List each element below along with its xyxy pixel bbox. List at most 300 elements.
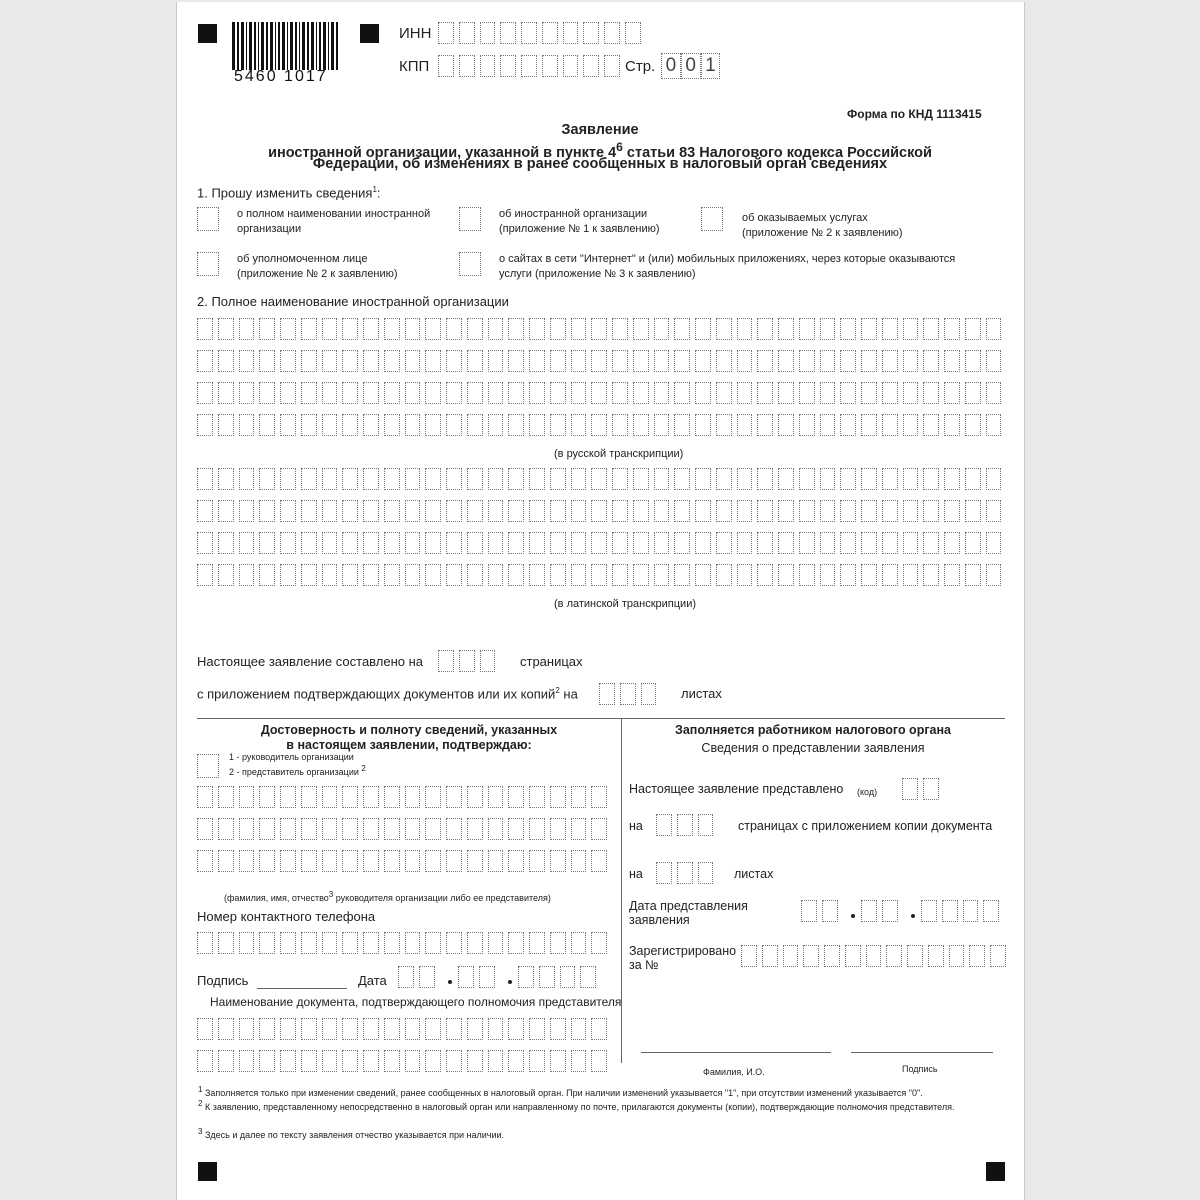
entry-cell[interactable] <box>944 318 960 340</box>
entry-cell[interactable] <box>301 786 317 808</box>
entry-cell[interactable] <box>923 532 939 554</box>
entry-cell[interactable] <box>861 900 877 922</box>
entry-cell[interactable] <box>803 945 819 967</box>
entry-cell[interactable] <box>923 564 939 586</box>
entry-cell[interactable] <box>322 1050 338 1072</box>
entry-cell[interactable] <box>363 786 379 808</box>
entry-cell[interactable] <box>840 532 856 554</box>
entry-cell[interactable] <box>944 468 960 490</box>
entry-cell[interactable] <box>591 382 607 404</box>
entry-cell[interactable] <box>342 564 358 586</box>
entry-cell[interactable] <box>488 564 504 586</box>
entry-cell[interactable] <box>965 350 981 372</box>
entry-cell[interactable] <box>801 900 817 922</box>
entry-cell[interactable] <box>762 945 778 967</box>
entry-cell[interactable] <box>467 786 483 808</box>
entry-cell[interactable] <box>778 382 794 404</box>
entry-cell[interactable] <box>550 850 566 872</box>
entry-cell[interactable] <box>783 945 799 967</box>
entry-cell[interactable] <box>654 532 670 554</box>
entry-cell[interactable] <box>301 318 317 340</box>
entry-cell[interactable] <box>363 500 379 522</box>
entry-cell[interactable] <box>218 318 234 340</box>
entry-cell[interactable] <box>591 1050 607 1072</box>
entry-cell[interactable] <box>571 468 587 490</box>
entry-cell[interactable] <box>571 532 587 554</box>
entry-cell[interactable] <box>467 382 483 404</box>
entry-cell[interactable] <box>384 932 400 954</box>
entry-cell[interactable] <box>488 382 504 404</box>
entry-cell[interactable] <box>301 414 317 436</box>
entry-cell[interactable] <box>840 382 856 404</box>
entry-cell[interactable] <box>583 55 599 77</box>
entry-cell[interactable] <box>425 564 441 586</box>
entry-cell[interactable] <box>425 350 441 372</box>
entry-cell[interactable] <box>405 818 421 840</box>
entry-cell[interactable] <box>322 500 338 522</box>
entry-cell[interactable] <box>923 382 939 404</box>
entry-cell[interactable] <box>384 468 400 490</box>
entry-cell[interactable] <box>384 818 400 840</box>
submission-code-cells[interactable] <box>902 778 944 800</box>
date-day-cells[interactable] <box>398 966 440 988</box>
entry-cell[interactable] <box>633 414 649 436</box>
entry-cell[interactable] <box>845 945 861 967</box>
entry-cell[interactable] <box>563 55 579 77</box>
entry-cell[interactable] <box>280 414 296 436</box>
entry-cell[interactable] <box>612 468 628 490</box>
entry-cell[interactable] <box>604 55 620 77</box>
entry-cell[interactable] <box>322 468 338 490</box>
entry-cell[interactable] <box>446 318 462 340</box>
role-checkbox[interactable] <box>197 754 219 778</box>
entry-cell[interactable] <box>239 468 255 490</box>
entry-cell[interactable] <box>591 1018 607 1040</box>
entry-cell[interactable] <box>446 786 462 808</box>
pages-count-cells[interactable] <box>656 814 718 836</box>
entry-cell[interactable] <box>986 318 1002 340</box>
entry-cell[interactable] <box>508 532 524 554</box>
entry-cell[interactable] <box>322 818 338 840</box>
entry-cell[interactable] <box>508 468 524 490</box>
entry-cell[interactable] <box>965 500 981 522</box>
entry-cell[interactable] <box>716 468 732 490</box>
entry-cell[interactable] <box>446 500 462 522</box>
entry-cell[interactable] <box>903 500 919 522</box>
entry-cell[interactable] <box>698 862 714 884</box>
entry-cell[interactable] <box>591 414 607 436</box>
entry-cell[interactable] <box>674 564 690 586</box>
entry-cell[interactable] <box>902 778 918 800</box>
entry-cell[interactable] <box>737 350 753 372</box>
name-latin-row-1[interactable] <box>197 468 1006 490</box>
entry-cell[interactable] <box>197 532 213 554</box>
entry-cell[interactable] <box>280 564 296 586</box>
entry-cell[interactable] <box>550 500 566 522</box>
entry-cell[interactable] <box>591 564 607 586</box>
kpp-cells[interactable] <box>438 55 625 77</box>
entry-cell[interactable] <box>508 1050 524 1072</box>
entry-cell[interactable] <box>923 468 939 490</box>
entry-cell[interactable] <box>467 500 483 522</box>
entry-cell[interactable] <box>322 932 338 954</box>
entry-cell[interactable] <box>778 468 794 490</box>
entry-cell[interactable] <box>903 532 919 554</box>
entry-cell[interactable] <box>405 468 421 490</box>
entry-cell[interactable] <box>197 1018 213 1040</box>
entry-cell[interactable] <box>488 1018 504 1040</box>
registration-number-cells[interactable] <box>741 945 1011 967</box>
entry-cell[interactable] <box>695 532 711 554</box>
name-russian-row-1[interactable] <box>197 318 1006 340</box>
entry-cell[interactable] <box>405 500 421 522</box>
entry-cell[interactable] <box>716 414 732 436</box>
entry-cell[interactable] <box>529 1050 545 1072</box>
entry-cell[interactable] <box>903 318 919 340</box>
entry-cell[interactable] <box>633 382 649 404</box>
entry-cell[interactable] <box>944 350 960 372</box>
entry-cell[interactable] <box>363 1050 379 1072</box>
entry-cell[interactable] <box>695 564 711 586</box>
entry-cell[interactable] <box>757 414 773 436</box>
entry-cell[interactable] <box>674 318 690 340</box>
entry-cell[interactable] <box>820 500 836 522</box>
entry-cell[interactable] <box>571 1018 587 1040</box>
entry-cell[interactable] <box>342 414 358 436</box>
entry-cell[interactable] <box>965 382 981 404</box>
entry-cell[interactable] <box>625 22 641 44</box>
entry-cell[interactable] <box>820 382 836 404</box>
entry-cell[interactable] <box>322 414 338 436</box>
entry-cell[interactable] <box>886 945 902 967</box>
entry-cell[interactable] <box>612 318 628 340</box>
entry-cell[interactable] <box>521 55 537 77</box>
entry-cell[interactable] <box>529 382 545 404</box>
entry-cell[interactable] <box>799 318 815 340</box>
composed-pages-cells[interactable] <box>438 650 500 672</box>
entry-cell[interactable] <box>674 532 690 554</box>
entry-cell[interactable] <box>633 350 649 372</box>
entry-cell[interactable] <box>550 786 566 808</box>
entry-cell[interactable] <box>322 786 338 808</box>
entry-cell[interactable] <box>882 532 898 554</box>
entry-cell[interactable] <box>903 350 919 372</box>
entry-cell[interactable] <box>405 350 421 372</box>
entry-cell[interactable] <box>480 55 496 77</box>
entry-cell[interactable] <box>820 318 836 340</box>
entry-cell[interactable] <box>571 350 587 372</box>
entry-cell[interactable] <box>612 532 628 554</box>
entry-cell[interactable] <box>633 318 649 340</box>
entry-cell[interactable] <box>604 22 620 44</box>
option-checkbox-websites[interactable] <box>459 252 481 276</box>
entry-cell[interactable] <box>479 966 495 988</box>
entry-cell[interactable] <box>446 932 462 954</box>
entry-cell[interactable] <box>218 468 234 490</box>
entry-cell[interactable] <box>571 414 587 436</box>
entry-cell[interactable] <box>550 932 566 954</box>
entry-cell[interactable] <box>197 500 213 522</box>
entry-cell[interactable] <box>882 468 898 490</box>
entry-cell[interactable] <box>480 22 496 44</box>
name-russian-row-4[interactable] <box>197 414 1006 436</box>
entry-cell[interactable] <box>986 500 1002 522</box>
entry-cell[interactable] <box>778 318 794 340</box>
entry-cell[interactable] <box>384 382 400 404</box>
entry-cell[interactable] <box>822 900 838 922</box>
entry-cell[interactable] <box>488 468 504 490</box>
entry-cell[interactable] <box>239 850 255 872</box>
entry-cell[interactable] <box>467 932 483 954</box>
entry-cell[interactable] <box>239 318 255 340</box>
option-checkbox-organization[interactable] <box>459 207 481 231</box>
entry-cell[interactable] <box>218 414 234 436</box>
entry-cell[interactable] <box>322 850 338 872</box>
entry-cell[interactable] <box>633 564 649 586</box>
entry-cell[interactable] <box>425 1050 441 1072</box>
entry-cell[interactable] <box>322 564 338 586</box>
entry-cell[interactable] <box>550 818 566 840</box>
entry-cell[interactable] <box>259 818 275 840</box>
entry-cell[interactable] <box>301 1050 317 1072</box>
entry-cell[interactable] <box>529 1018 545 1040</box>
entry-cell[interactable] <box>965 564 981 586</box>
entry-cell[interactable] <box>674 468 690 490</box>
entry-cell[interactable] <box>500 55 516 77</box>
entry-cell[interactable] <box>425 500 441 522</box>
entry-cell[interactable] <box>757 564 773 586</box>
entry-cell[interactable] <box>259 382 275 404</box>
entry-cell[interactable] <box>280 850 296 872</box>
entry-cell[interactable] <box>529 532 545 554</box>
entry-cell[interactable] <box>508 318 524 340</box>
entry-cell[interactable] <box>882 414 898 436</box>
entry-cell[interactable] <box>508 786 524 808</box>
entry-cell[interactable] <box>508 382 524 404</box>
entry-cell[interactable] <box>969 945 985 967</box>
entry-cell[interactable] <box>405 382 421 404</box>
entry-cell[interactable] <box>239 414 255 436</box>
entry-cell[interactable] <box>342 350 358 372</box>
entry-cell[interactable] <box>342 850 358 872</box>
entry-cell[interactable] <box>716 382 732 404</box>
entry-cell[interactable] <box>322 382 338 404</box>
entry-cell[interactable] <box>446 350 462 372</box>
entry-cell[interactable] <box>405 414 421 436</box>
signature-line[interactable] <box>257 988 347 989</box>
entry-cell[interactable] <box>446 468 462 490</box>
entry-cell[interactable] <box>508 350 524 372</box>
entry-cell[interactable] <box>467 564 483 586</box>
entry-cell[interactable] <box>882 900 898 922</box>
entry-cell[interactable] <box>218 1018 234 1040</box>
entry-cell[interactable] <box>942 900 958 922</box>
entry-cell[interactable] <box>903 564 919 586</box>
phone-cells[interactable] <box>197 932 612 954</box>
entry-cell[interactable] <box>674 350 690 372</box>
entry-cell[interactable] <box>259 1050 275 1072</box>
entry-cell[interactable] <box>882 564 898 586</box>
entry-cell[interactable] <box>716 532 732 554</box>
entry-cell[interactable] <box>197 1050 213 1072</box>
entry-cell[interactable] <box>405 318 421 340</box>
entry-cell[interactable] <box>778 350 794 372</box>
entry-cell[interactable] <box>467 414 483 436</box>
entry-cell[interactable] <box>197 850 213 872</box>
entry-cell[interactable] <box>944 414 960 436</box>
entry-cell[interactable] <box>446 532 462 554</box>
entry-cell[interactable] <box>342 500 358 522</box>
entry-cell[interactable] <box>923 414 939 436</box>
entry-cell[interactable] <box>480 650 496 672</box>
entry-cell[interactable] <box>949 945 965 967</box>
entry-cell[interactable] <box>488 1050 504 1072</box>
entry-cell[interactable] <box>861 564 877 586</box>
entry-cell[interactable] <box>986 414 1002 436</box>
official-name-line[interactable] <box>641 1052 831 1053</box>
attached-sheets-cells[interactable] <box>599 683 661 705</box>
entry-cell[interactable] <box>239 818 255 840</box>
option-checkbox-services[interactable] <box>701 207 723 231</box>
entry-cell[interactable] <box>500 22 516 44</box>
entry-cell[interactable] <box>542 22 558 44</box>
entry-cell[interactable] <box>446 382 462 404</box>
entry-cell[interactable] <box>363 932 379 954</box>
entry-cell[interactable] <box>698 814 714 836</box>
entry-cell[interactable] <box>986 382 1002 404</box>
entry-cell[interactable] <box>259 786 275 808</box>
entry-cell[interactable] <box>757 532 773 554</box>
entry-cell[interactable] <box>280 932 296 954</box>
entry-cell[interactable] <box>674 382 690 404</box>
entry-cell[interactable] <box>529 500 545 522</box>
entry-cell[interactable] <box>944 500 960 522</box>
entry-cell[interactable] <box>363 382 379 404</box>
entry-cell[interactable] <box>197 318 213 340</box>
entry-cell[interactable] <box>529 786 545 808</box>
entry-cell[interactable] <box>695 468 711 490</box>
entry-cell[interactable] <box>405 1018 421 1040</box>
entry-cell[interactable] <box>840 414 856 436</box>
entry-cell[interactable] <box>363 818 379 840</box>
entry-cell[interactable] <box>757 468 773 490</box>
entry-cell[interactable] <box>654 414 670 436</box>
name-russian-row-2[interactable] <box>197 350 1006 372</box>
entry-cell[interactable] <box>425 382 441 404</box>
entry-cell[interactable] <box>488 350 504 372</box>
entry-cell[interactable] <box>591 932 607 954</box>
entry-cell[interactable] <box>425 1018 441 1040</box>
entry-cell[interactable] <box>488 414 504 436</box>
entry-cell[interactable] <box>882 500 898 522</box>
entry-cell[interactable] <box>633 500 649 522</box>
entry-cell[interactable] <box>384 532 400 554</box>
entry-cell[interactable] <box>677 862 693 884</box>
entry-cell[interactable] <box>737 500 753 522</box>
entry-cell[interactable] <box>218 932 234 954</box>
entry-cell[interactable] <box>907 945 923 967</box>
entry-cell[interactable] <box>799 382 815 404</box>
entry-cell[interactable] <box>861 414 877 436</box>
entry-cell[interactable] <box>529 318 545 340</box>
entry-cell[interactable] <box>820 532 836 554</box>
entry-cell[interactable] <box>438 22 454 44</box>
entry-cell[interactable] <box>239 786 255 808</box>
entry-cell[interactable] <box>612 414 628 436</box>
entry-cell[interactable] <box>419 966 435 988</box>
entry-cell[interactable] <box>508 1018 524 1040</box>
entry-cell[interactable] <box>280 350 296 372</box>
entry-cell[interactable] <box>518 966 534 988</box>
entry-cell[interactable] <box>405 786 421 808</box>
entry-cell[interactable] <box>529 850 545 872</box>
entry-cell[interactable] <box>425 850 441 872</box>
entry-cell[interactable] <box>591 786 607 808</box>
entry-cell[interactable] <box>778 564 794 586</box>
entry-cell[interactable] <box>986 468 1002 490</box>
name-latin-row-2[interactable] <box>197 500 1006 522</box>
entry-cell[interactable] <box>301 850 317 872</box>
entry-cell[interactable] <box>259 532 275 554</box>
entry-cell[interactable] <box>425 414 441 436</box>
entry-cell[interactable] <box>716 564 732 586</box>
entry-cell[interactable] <box>529 564 545 586</box>
entry-cell[interactable] <box>620 683 636 705</box>
entry-cell[interactable] <box>521 22 537 44</box>
entry-cell[interactable] <box>778 414 794 436</box>
entry-cell[interactable] <box>280 382 296 404</box>
entry-cell[interactable] <box>322 318 338 340</box>
entry-cell[interactable] <box>737 382 753 404</box>
entry-cell[interactable] <box>218 786 234 808</box>
entry-cell[interactable] <box>571 382 587 404</box>
entry-cell[interactable] <box>301 500 317 522</box>
entry-cell[interactable] <box>928 945 944 967</box>
entry-cell[interactable] <box>239 932 255 954</box>
entry-cell[interactable] <box>384 564 400 586</box>
entry-cell[interactable] <box>446 1050 462 1072</box>
entry-cell[interactable] <box>944 564 960 586</box>
entry-cell[interactable] <box>599 683 615 705</box>
entry-cell[interactable] <box>425 532 441 554</box>
entry-cell[interactable] <box>583 22 599 44</box>
entry-cell[interactable] <box>799 414 815 436</box>
entry-cell[interactable] <box>458 966 474 988</box>
entry-cell[interactable] <box>342 318 358 340</box>
entry-cell[interactable] <box>591 532 607 554</box>
entry-cell[interactable] <box>612 382 628 404</box>
official-signature-line[interactable] <box>851 1052 993 1053</box>
entry-cell[interactable] <box>446 564 462 586</box>
entry-cell[interactable] <box>218 564 234 586</box>
entry-cell[interactable] <box>861 468 877 490</box>
entry-cell[interactable] <box>656 814 672 836</box>
entry-cell[interactable] <box>301 532 317 554</box>
entry-cell[interactable] <box>695 414 711 436</box>
entry-cell[interactable] <box>508 500 524 522</box>
entry-cell[interactable] <box>571 318 587 340</box>
entry-cell[interactable] <box>197 382 213 404</box>
entry-cell[interactable] <box>405 1050 421 1072</box>
entry-cell[interactable] <box>301 350 317 372</box>
entry-cell[interactable] <box>633 468 649 490</box>
entry-cell[interactable] <box>757 350 773 372</box>
entry-cell[interactable] <box>508 564 524 586</box>
entry-cell[interactable] <box>467 468 483 490</box>
document-row-1[interactable] <box>197 1018 612 1040</box>
entry-cell[interactable] <box>695 318 711 340</box>
fio-row-3[interactable] <box>197 850 612 872</box>
